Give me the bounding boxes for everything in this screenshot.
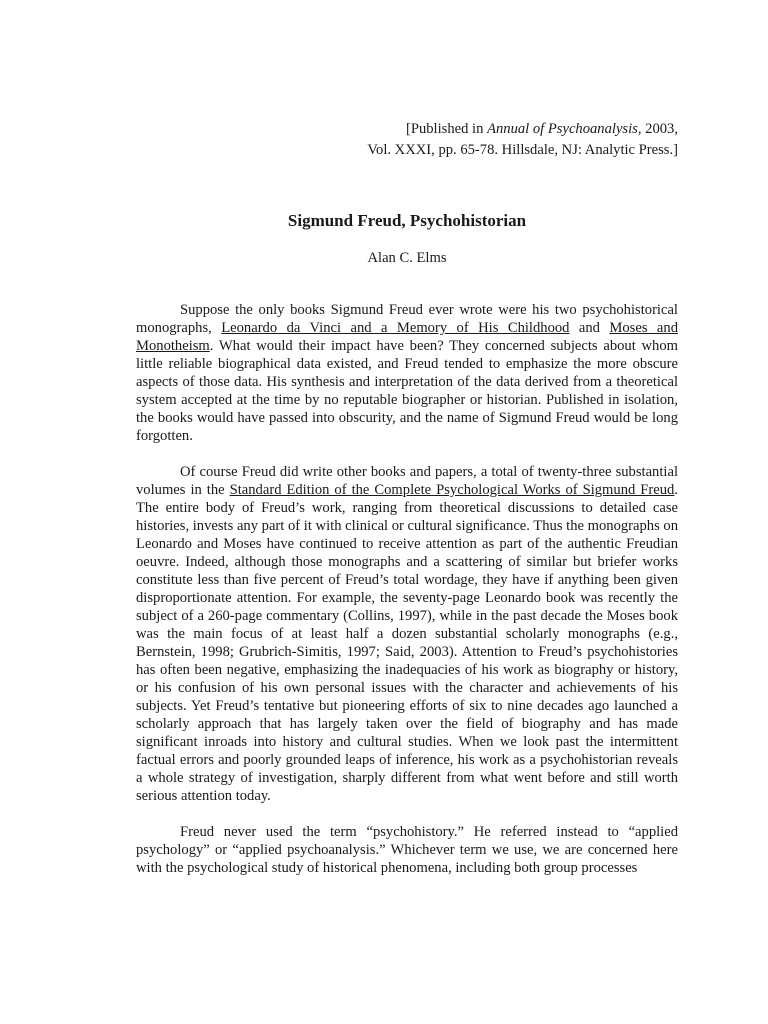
paper-title: Sigmund Freud, Psychohistorian	[287, 211, 527, 230]
book-title-leonardo: Leonardo da Vinci and a Memory of His Childhood	[221, 320, 570, 336]
paragraph-2-text-b: . The entire body of Freud’s work, ranging from theoretical discussions to detailed case histories, invests any part of it with clinical or cultural significance. Thus the monographs on Leonardo and Moses have continued to receive attention as part of the authentic Freudian oeuvre. Indeed, although those monographs and a scattering of similar but briefer works constitute less than five percent of Freud’s total wordage, they have if anything been given disproportionate attention. For example, the seventy-page Leonardo book was recently the subject of a 260-page commentary (Collins, 1997), while in the past decade the Moses book was the main focus of at least half a dozen substantial scholarly monographs (e.g., Bernstein, 1998; Grubrich-Simitis, 1997; Said, 2003). Attention to Freud’s psychohistories has often been negative, emphasizing the inadequacies of his work as biography or history, or his confusion of his own personal issues with the character and achievements of his subjects. Yet Freud’s tentative but pioneering efforts of six to nine decades ago launched a scholarly approach that has largely taken over the field of biography and has made significant inroads into history and cultural studies. When we look past the intermittent factual errors and poorly grounded leaps of inference, his work as a psychohistorian reveals a whole strategy of investigation, sharply different from what went before and still worth serious attention today.	[136, 482, 679, 804]
publication-note	[367, 119, 678, 161]
paragraph-2-text-a: Of course Freud did write other books and papers, a total of twenty-three substantial volumes in the	[136, 464, 678, 498]
book-title-standard-edition: Standard Edition of the Complete Psychological Works of Sigmund Freud	[229, 482, 675, 498]
paragraph-3	[136, 823, 678, 877]
paragraph-1	[136, 301, 678, 445]
paragraph-1-text-a: Suppose the only books Sigmund Freud ever wrote were his two psychohistorical monographs,	[136, 302, 678, 336]
paragraph-1-text-b: and	[569, 320, 610, 336]
publication-note-line-2: Vol. XXXI, pp. 65-78. Hillsdale, NJ: Analytic Press.]	[367, 142, 678, 158]
paragraph-1-text-c: . What would their impact have been? They concerned subjects about whom little reliable biographical data existed, and Freud tended to emphasize the more obscure aspects of those data. His synthesis and interpretation of the data derived from a theoretical system accepted at the time by no reputable biographer or historian. Published in isolation, the books would have passed into obscurity, and the name of Sigmund Freud would be long forgotten.	[136, 338, 678, 444]
publication-note-line-1	[367, 119, 678, 140]
journal-name: Annual of Psychoanalysis	[487, 121, 638, 137]
document-page	[136, 0, 678, 1024]
publication-note-prefix: [Published in	[405, 121, 488, 137]
book-title-moses: Moses and Monotheism	[136, 320, 678, 354]
publication-note-year: , 2003,	[637, 121, 678, 137]
paragraph-3-text-a: Freud never used the term “psychohistory.” He referred instead to “applied psychology” or “applied psychoanalysis.” Whichever term we use, we are concerned here with the psychological study of historical phenomena, including both group processes	[136, 824, 678, 876]
body-text	[136, 301, 678, 895]
paragraph-2	[136, 463, 678, 805]
author-name: Alan C. Elms	[367, 250, 447, 266]
